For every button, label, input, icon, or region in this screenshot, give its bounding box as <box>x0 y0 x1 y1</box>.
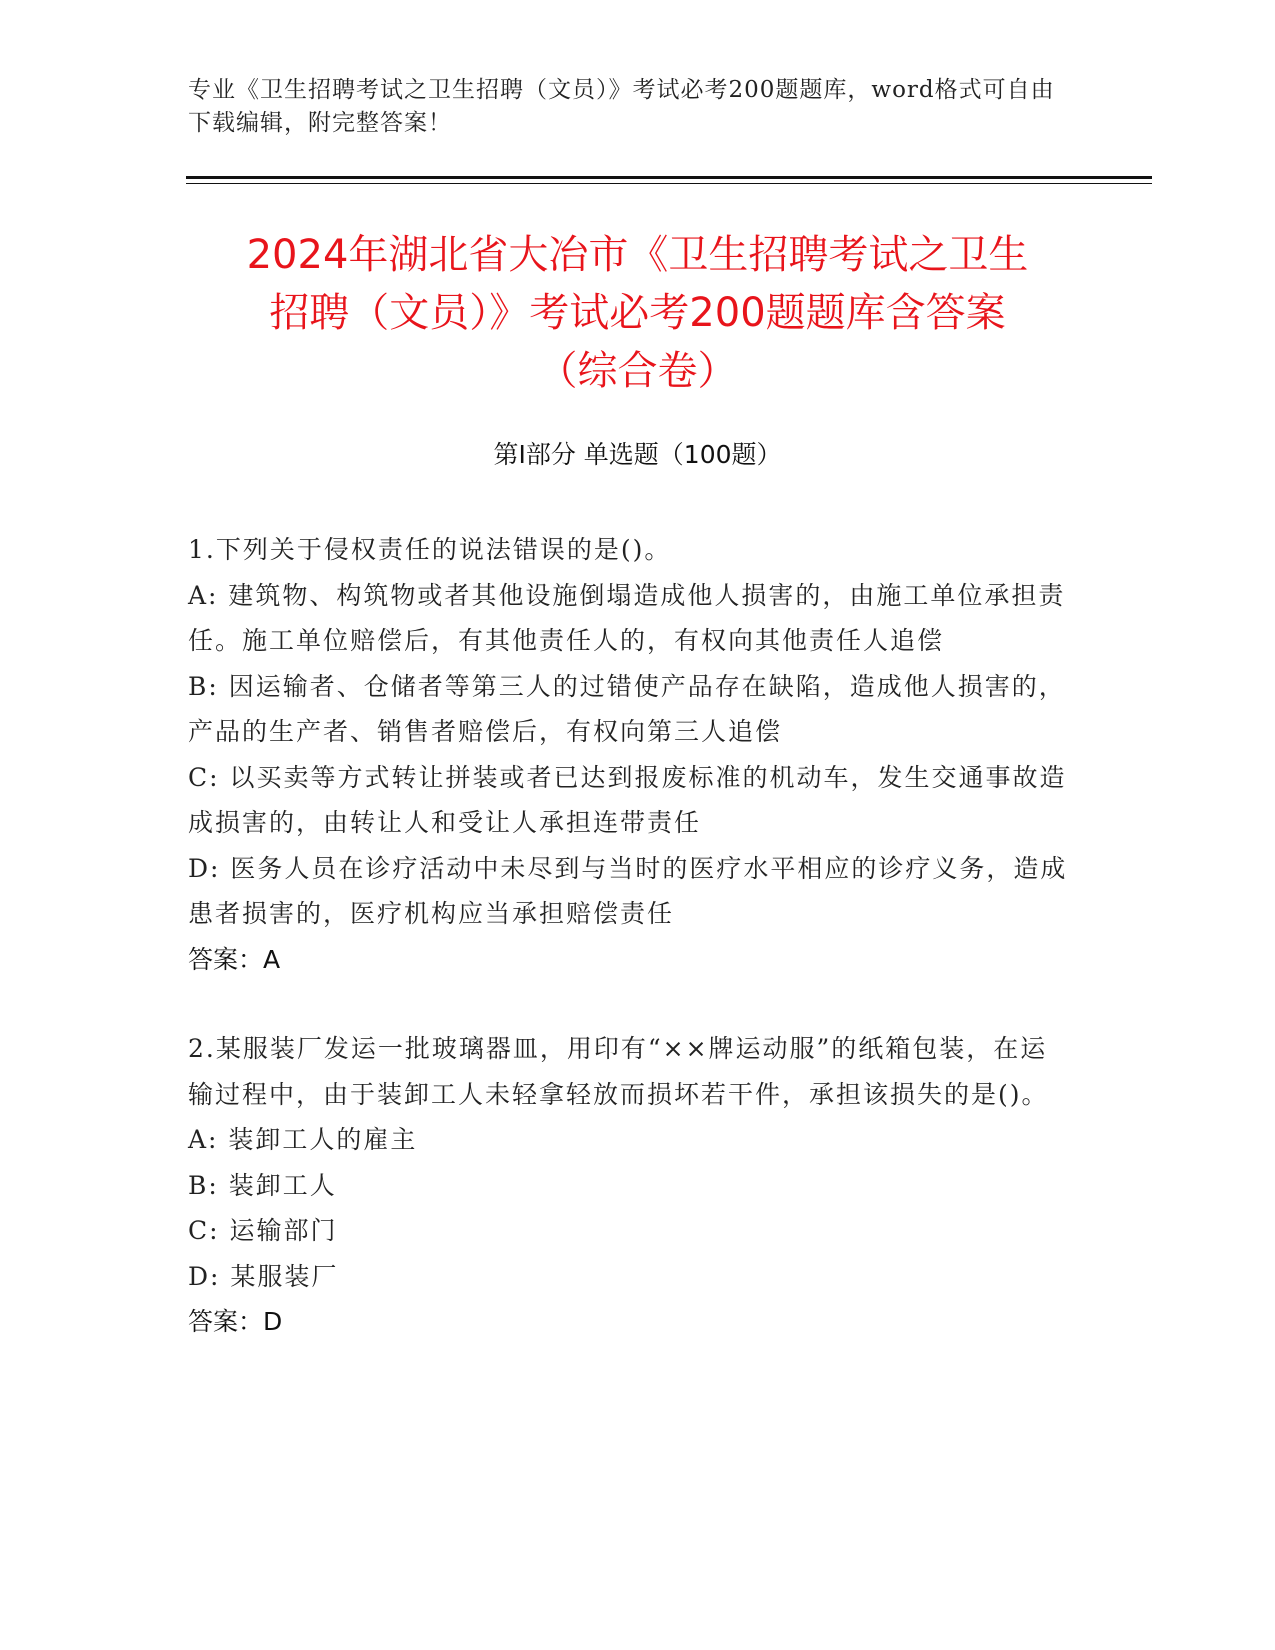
document-title <box>150 226 1125 400</box>
option-c: C: 运输部门 <box>188 1216 338 1245</box>
section-title: 第I部分 单选题（100题） <box>493 440 782 469</box>
option-d: D: 某服装厂 <box>188 1261 339 1291</box>
question-list <box>188 527 1068 1345</box>
answer: 答案：D <box>188 1307 283 1336</box>
option-d: D: 医务人员在诊疗活动中未尽到与当时的医疗水平相应的诊疗义务，造成患者损害的，医疗机构应当承担赔偿责任 <box>188 853 1068 928</box>
question-text: 2.某服装厂发运一批玻璃器皿，用印有“××牌运动服”的纸箱包装，在运输过程中，由于装卸工人未轻拿轻放而损坏若干件，承担该损失的是()。 <box>188 1034 1049 1109</box>
header-rule-thick <box>186 176 1152 179</box>
option-c: C: 以买卖等方式转让拼装或者已达到报废标准的机动车，发生交通事故造成损害的，由转让人和受让人承担连带责任 <box>188 762 1067 837</box>
question-1 <box>188 527 1068 982</box>
option-b: B: 装卸工人 <box>188 1170 337 1200</box>
question-text: 1.下列关于侵权责任的说法错误的是()。 <box>188 535 672 564</box>
title-line-2: 招聘（文员）》考试必考200题题库含答案 <box>269 290 1006 336</box>
option-a: A: 建筑物、构筑物或者其他设施倒塌造成他人损害的，由施工单位承担责任。施工单位赔偿后，有其他责任人的，有权向其他责任人追偿 <box>188 580 1066 655</box>
title-line-3: （综合卷） <box>537 348 738 394</box>
option-a: A: 装卸工人的雇主 <box>188 1125 418 1154</box>
answer: 答案：A <box>188 944 281 974</box>
question-2 <box>188 1026 1068 1345</box>
option-b: B: 因运输者、仓储者等第三人的过错使产品存在缺陷，造成他人损害的，产品的生产者、销售者赔偿后，有权向第三人追偿 <box>188 671 1066 746</box>
header-note: 专业《卫生招聘考试之卫生招聘（文员）》考试必考200题题库，word格式可自由下载编辑，附完整答案！ <box>188 77 1055 136</box>
header-rule-thin <box>186 183 1152 184</box>
title-line-1: 2024年湖北省大冶市《卫生招聘考试之卫生 <box>246 232 1029 278</box>
